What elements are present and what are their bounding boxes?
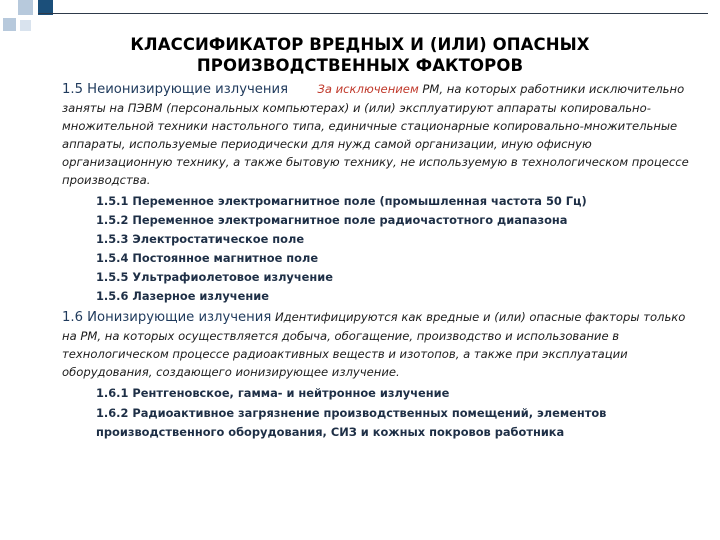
deco-square-1 (18, 0, 33, 15)
top-rule (38, 13, 708, 14)
list-item: 1.6.2 Радиоактивное загрязнение производственных помещений, элементов производственного оборудования, СИЗ и кожных покровов работника (96, 405, 607, 439)
slide-content (62, 80, 702, 443)
list-item: 1.5.3 Электростатическое поле (96, 232, 305, 246)
section-15-paragraph (62, 80, 702, 189)
title-line-2: ПРОИЗВОДСТВЕННЫХ ФАКТОРОВ (196, 56, 524, 75)
section-16-text: Идентифицируются как вредные и (или) опасные факторы только на РМ, на которых осуществляется добыча, обогащение, производство и использование в технологическом процессе радиоактивных веществ и изотопов, а также при эксплуатации оборудования, создающего ионизирующее излучение. (62, 310, 686, 379)
section-16-list (62, 384, 702, 443)
section-15-list (62, 192, 702, 306)
list-item: 1.6.1 Рентгеновское, гамма- и нейтронное излучение (96, 386, 450, 400)
list-item: 1.5.1 Переменное электромагнитное поле (промышленная частота 50 Гц) (96, 194, 587, 208)
slide-title (60, 34, 660, 76)
list-item: 1.5.5 Ультрафиолетовое излучение (96, 270, 333, 284)
list-item: 1.5.6 Лазерное излучение (96, 289, 269, 303)
title-line-1: КЛАССИФИКАТОР ВРЕДНЫХ И (ИЛИ) ОПАСНЫХ (130, 35, 590, 54)
list-item: 1.5.2 Переменное электромагнитное поле радиочастотного диапазона (96, 213, 568, 227)
section-15-heading: 1.5 Неионизирующие излучения (62, 82, 289, 97)
deco-square-4 (20, 20, 31, 31)
list-item: 1.5.4 Постоянное магнитное поле (96, 251, 319, 265)
section-16-heading: 1.6 Ионизирующие излучения (62, 310, 272, 325)
section-15-text: РМ, на которых работники исключительно заняты на ПЭВМ (персональных компьютерах) и (или) эксплуатируют аппараты копировально-множительной техники настольного типа, единичные стационарные копировально-множительные аппараты, используемые периодически для нужд самой организации, иную офисную организационную технику, а также бытовую технику, не используемую в технологическом процессе производства. (62, 82, 689, 187)
section-16-paragraph (62, 308, 702, 381)
deco-square-3 (3, 18, 16, 31)
section-15-exception-lead: За исключением (317, 82, 419, 96)
